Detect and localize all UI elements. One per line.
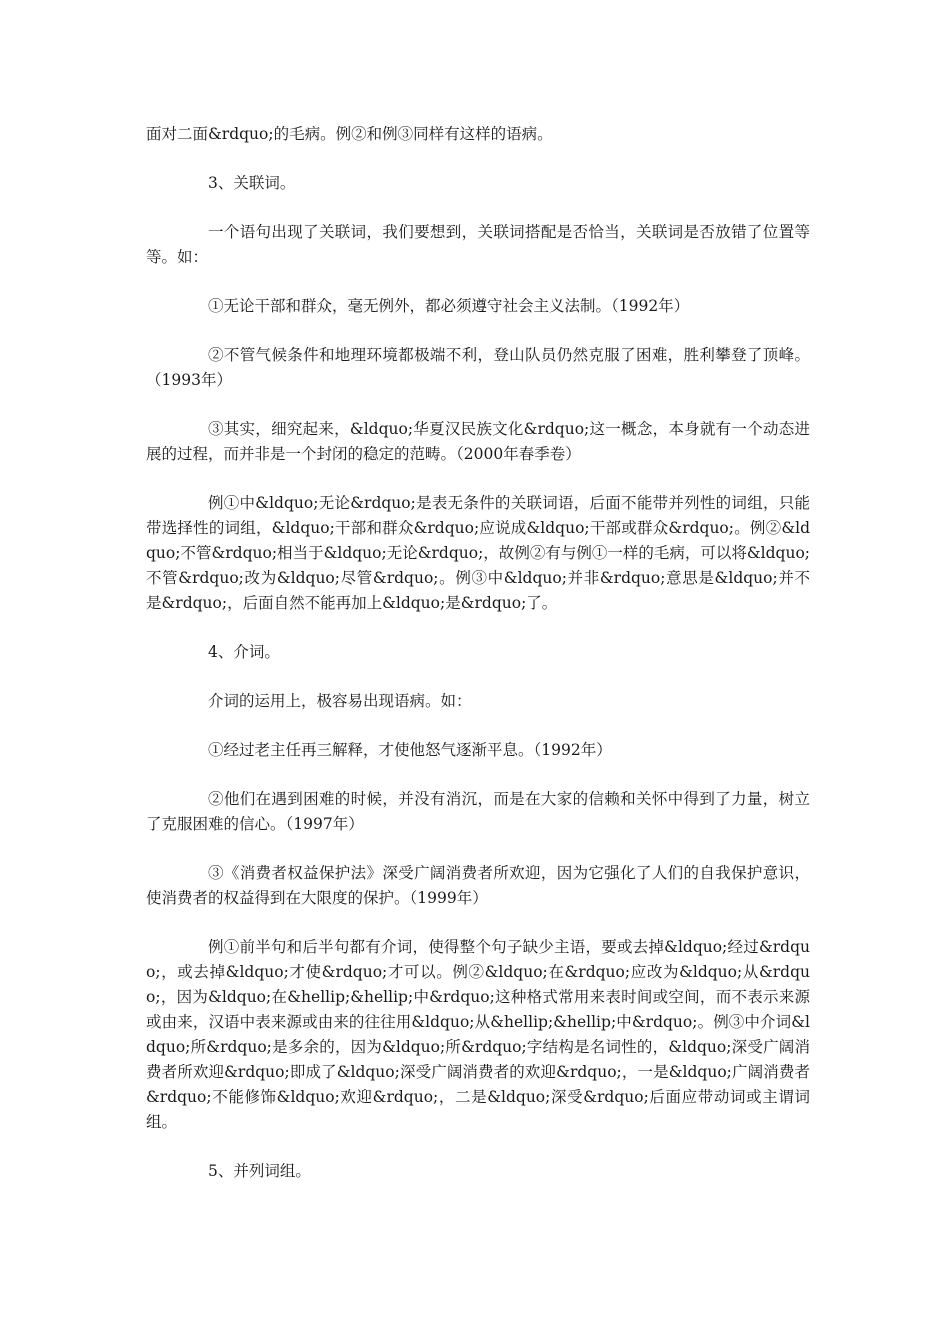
example-sentence: ①无论干部和群众，毫无例外，都必须遵守社会主义法制。（1992年） xyxy=(208,297,690,315)
document-body xyxy=(146,122,810,1208)
analysis-paragraph: 例①中&ldquo;无论&rdquo;是表无条件的关联词语，后面不能带并列性的词组，只能带选择性的词组，&ldquo;干部和群众&rdquo;应说成&ldquo;干部或群众&rdquo;。例②&ldquo;不管&rdquo;相当于&ldquo;无论&rdquo;，故例②有与例①一样的毛病，可以将&ldquo;不管&rdquo;改为&ldquo;尽管&rdquo;。例③中&ldquo;并非&rdquo;意思是&ldquo;并不是&rdquo;，后面自然不能再加上&ldquo;是&rdquo;了。 xyxy=(146,494,810,612)
analysis-paragraph: 例①前半句和后半句都有介词，使得整个句子缺少主语，要或去掉&ldquo;经过&rdquo;，或去掉&ldquo;才使&rdquo;才可以。例②&ldquo;在&rdquo;应改为&ldquo;从&rdquo;，因为&ldquo;在&hellip;&hellip;中&rdquo;这种格式常用来表时间或空间，而不表示来源或由来，汉语中表来源或由来的往往用&ldquo;从&hellip;&hellip;中&rdquo;。例③中介词&ldquo;所&rdquo;是多余的，因为&ldquo;所&rdquo;字结构是名词性的，&ldquo;深受广阔消费者所欢迎&rdquo;即成了&ldquo;深受广阔消费者的欢迎&rdquo;，一是&ldquo;广阔消费者&rdquo;不能修饰&ldquo;欢迎&rdquo;，二是&ldquo;深受&rdquo;后面应带动词或主谓词组。 xyxy=(146,938,810,1131)
paragraph-intro: 介词的运用上，极容易出现语病。如： xyxy=(208,692,472,710)
example-sentence: ①经过老主任再三解释，才使他怒气逐渐平息。（1992年） xyxy=(208,741,612,759)
section-heading-coordinate-phrases: 5、并列词组。 xyxy=(208,1162,311,1180)
section-heading-conjunctions: 3、关联词。 xyxy=(208,174,296,192)
example-sentence: ②他们在遇到困难的时候，并没有消沉，而是在大家的信赖和关怀中得到了力量，树立了克服困难的信心。（1997年） xyxy=(146,790,810,833)
paragraph-continuation: 面对二面&rdquo;的毛病。例②和例③同样有这样的语病。 xyxy=(146,125,553,143)
example-sentence: ③其实，细究起来，&ldquo;华夏汉民族文化&rdquo;这一概念，本身就有一个动态进展的过程，而并非是一个封闭的稳定的范畴。（2000年春季卷） xyxy=(146,420,810,463)
section-heading-prepositions: 4、介词。 xyxy=(208,643,280,661)
paragraph-intro: 一个语句出现了关联词，我们要想到，关联词搭配是否恰当，关联词是否放错了位置等等。如： xyxy=(146,223,810,266)
example-sentence: ②不管气候条件和地理环境都极端不利，登山队员仍然克服了困难，胜利攀登了顶峰。（1993年） xyxy=(146,346,810,389)
example-sentence: ③《消费者权益保护法》深受广阔消费者所欢迎，因为它强化了人们的自我保护意识，使消费者的权益得到在大限度的保护。（1999年） xyxy=(146,864,810,907)
